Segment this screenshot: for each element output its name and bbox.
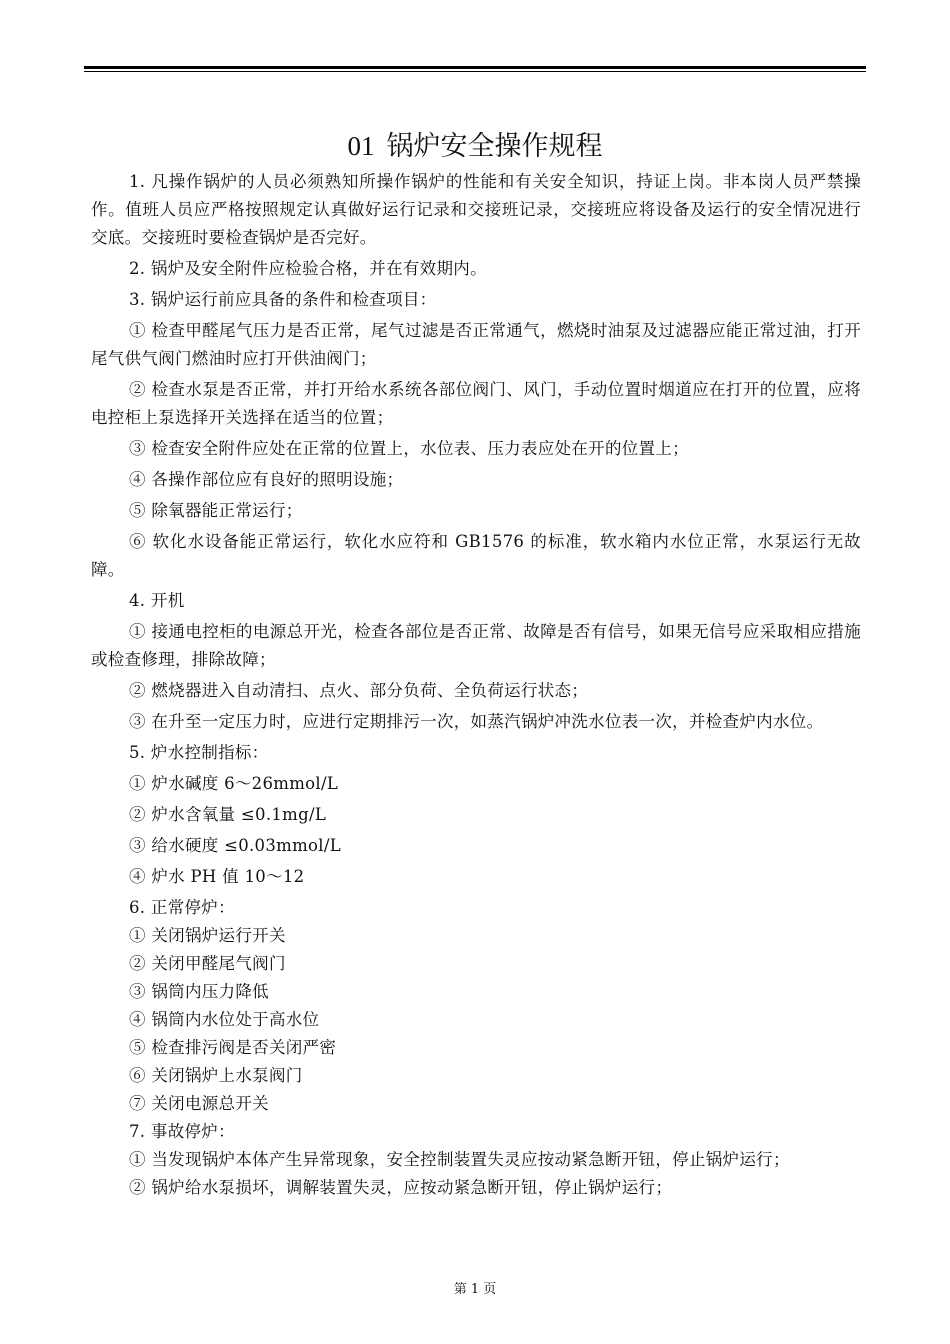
section-heading: 6. 正常停炉： bbox=[129, 898, 235, 917]
header-rule-thick bbox=[84, 66, 866, 69]
section-heading: 5. 炉水控制指标： bbox=[129, 743, 269, 762]
list-item: ④ 炉水 PH 值 10～12 bbox=[129, 867, 305, 886]
document-body bbox=[91, 168, 861, 1202]
paragraph-1: 1. 凡操作锅炉的人员必须熟知所操作锅炉的性能和有关安全知识，持证上岗。非本岗人员严禁操作。值班人员应严格按照规定认真做好运行记录和交接班记录，交接班应将设备及运行的安全情况进行交底。交接班时要检查锅炉是否完好。 bbox=[91, 172, 861, 247]
list-item: ④ 锅筒内水位处于高水位 bbox=[129, 1010, 320, 1029]
list-item: ① 炉水碱度 6～26mmol/L bbox=[129, 774, 339, 793]
list-item: ① 检查甲醛尾气压力是否正常，尾气过滤是否正常通气，燃烧时油泵及过滤器应能正常过油，打开尾气供气阀门燃油时应打开供油阀门； bbox=[91, 321, 861, 368]
section-heading: 7. 事故停炉： bbox=[129, 1122, 235, 1141]
title-number: 01 bbox=[347, 131, 375, 161]
paragraph-3: 3. 锅炉运行前应具备的条件和检查项目： bbox=[129, 290, 437, 309]
list-item: ④ 各操作部位应有良好的照明设施； bbox=[129, 470, 404, 489]
page-footer: 第 1 页 bbox=[453, 1282, 497, 1297]
list-item: ③ 锅筒内压力降低 bbox=[129, 982, 269, 1001]
list-item: ③ 检查安全附件应处在正常的位置上，水位表、压力表应处在开的位置上； bbox=[129, 439, 689, 458]
list-item: ① 当发现锅炉本体产生异常现象，安全控制装置失灵应按动紧急断开钮，停止锅炉运行； bbox=[129, 1150, 790, 1169]
list-item: ⑤ 检查排污阀是否关闭严密 bbox=[129, 1038, 337, 1057]
list-item: ⑥ 软化水设备能正常运行，软化水应符和 GB1576 的标准，软水箱内水位正常，水泵运行无故障。 bbox=[91, 532, 861, 579]
list-item: ② 关闭甲醛尾气阀门 bbox=[129, 954, 286, 973]
header-rule-thin bbox=[84, 71, 866, 72]
page-title bbox=[0, 127, 950, 166]
list-item: ② 检查水泵是否正常，并打开给水系统各部位阀门、风门，手动位置时烟道应在打开的位置，应将电控柜上泵选择开关选择在适当的位置； bbox=[91, 380, 861, 427]
list-item: ⑥ 关闭锅炉上水泵阀门 bbox=[129, 1066, 303, 1085]
list-item: ③ 给水硬度 ≤0.03mmol/L bbox=[129, 836, 341, 855]
list-item: ⑦ 关闭电源总开关 bbox=[129, 1094, 269, 1113]
list-item: ② 燃烧器进入自动清扫、点火、部分负荷、全负荷运行状态； bbox=[129, 681, 589, 700]
paragraph-2: 2. 锅炉及安全附件应检验合格，并在有效期内。 bbox=[129, 259, 487, 278]
list-item: ③ 在升至一定压力时，应进行定期排污一次，如蒸汽锅炉冲洗水位表一次，并检查炉内水位。 bbox=[129, 712, 824, 731]
list-item: ② 锅炉给水泵损坏，调解装置失灵，应按动紧急断开钮，停止锅炉运行； bbox=[129, 1178, 673, 1197]
list-item: ② 炉水含氧量 ≤0.1mg/L bbox=[129, 805, 327, 824]
list-item: ⑤ 除氧器能正常运行； bbox=[129, 501, 303, 520]
title-text: 锅炉安全操作规程 bbox=[386, 131, 603, 162]
list-item: ① 接通电控柜的电源总开光，检查各部位是否正常、故障是否有信号，如果无信号应采取相应措施或检查修理，排除故障； bbox=[91, 622, 861, 669]
list-item: ① 关闭锅炉运行开关 bbox=[129, 926, 286, 945]
section-heading: 4. 开机 bbox=[129, 591, 185, 610]
